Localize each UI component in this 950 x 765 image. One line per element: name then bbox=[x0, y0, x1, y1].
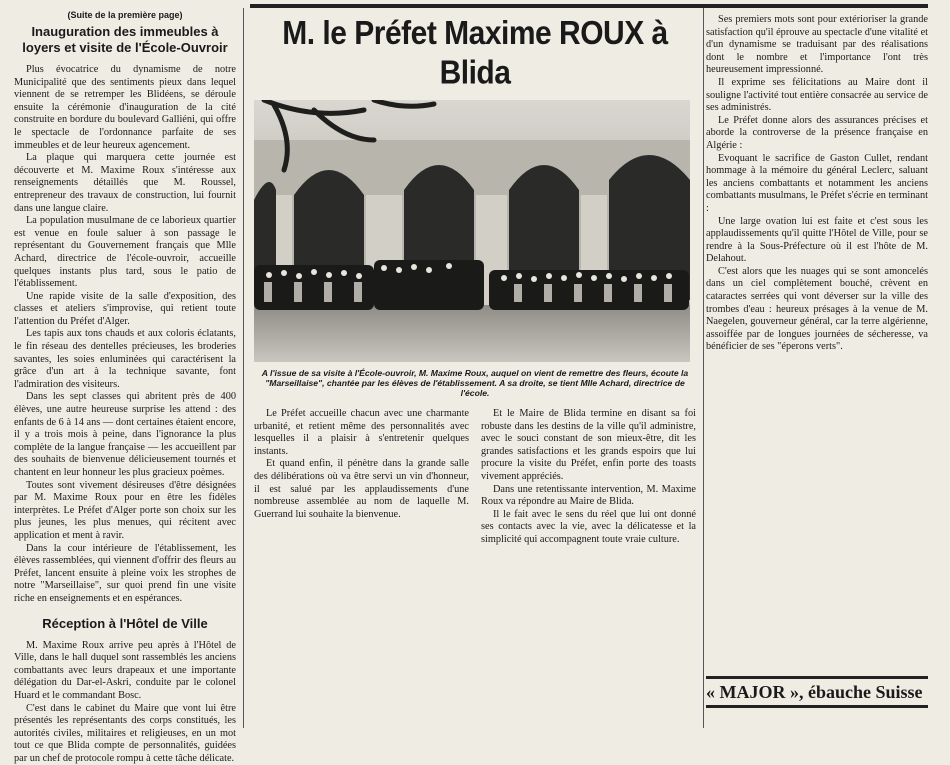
section-body bbox=[14, 640, 236, 765]
section-title: Réception à l'Hôtel de Ville bbox=[14, 616, 236, 632]
paragraph: Dans une retentissante intervention, M. Maxime Roux va répondre au Maire de Blida. bbox=[481, 484, 696, 509]
paragraph: Et quand enfin, il pénètre dans la grande salle des délibérations où va être servi un vin d'honneur, il est salué par les applaudissements d'une nombreuse assemblée au nom de laquelle M. Guerrand lui souhaite la bienvenue. bbox=[254, 458, 469, 521]
photo bbox=[254, 100, 690, 362]
left-column bbox=[14, 0, 236, 765]
paragraph: Une rapide visite de la salle d'exposition, des classes et ateliers s'improvise, qui retient toute l'attention du Préfet d'Alger. bbox=[14, 291, 236, 329]
paragraph: Il exprime ses félicitations au Maire dont il souligne l'activité tout entière consacrée au service de ses administrés. bbox=[706, 77, 928, 115]
paragraph: Plus évocatrice du dynamisme de notre Municipalité que des sentiments pieux dans lequel viennent de se retremper les Blidéens, se déroule ensuite la cérémonie d'inauguration de la cité construite en bordure du boulevard Galliéni, qui offre le spectacle de l'ordonnance parfaite de ses immeubles et de leur heureux agencement. bbox=[14, 64, 236, 152]
courtyard-photo bbox=[254, 100, 690, 362]
article-title: Inauguration des immeubles à loyers et visite de l'École-Ouvroir bbox=[14, 24, 236, 56]
center-subcolumn-right bbox=[481, 408, 696, 547]
paragraph: Il le fait avec le sens du réel que lui ont donné ses contacts avec la vie, avec la délicatesse et la simplicité qui accompagnent toute vraie culture. bbox=[481, 509, 696, 547]
right-column bbox=[706, 14, 928, 354]
paragraph: La population musulmane de ce laborieux quartier est venue en foule saluer à son passage le représentant du Gouvernement français que Mlle Achard, directrice de l'école-ouvroir, accueille quelques instants plus tard, sous le patio de l'établissement. bbox=[14, 215, 236, 291]
article-body bbox=[14, 64, 236, 606]
column-divider bbox=[243, 8, 244, 728]
paragraph: Dans la cour intérieure de l'établissement, les élèves rassemblées, qui viennent d'offrir des fleurs au Préfet, lancent ensuite à pleine voix les strophes de notre "Marseillaise", sur quoi prend fin une visite riche en enseignements et en espérances. bbox=[14, 543, 236, 606]
paragraph: Le Préfet accueille chacun avec une charmante urbanité, et retient même des personnalités avec lesquelles il a plaisir à s'entretenir quelques instants. bbox=[254, 408, 469, 458]
paragraph: Ses premiers mots sont pour extérioriser la grande satisfaction qu'il éprouve au spectacle d'une vitalité et d'un dynamisme se traduisant par des réalisations dont le nombre et l'importance l'ont très heureusement impressionné. bbox=[706, 14, 928, 77]
paragraph: Et le Maire de Blida termine en disant sa foi robuste dans les destins de la ville qu'il administre, avec le souci constant de son mieux-être, dit les grandes satisfactions et les grands espoirs que lui procure la visite du Préfet, enfin porte des toasts vivement appréciés. bbox=[481, 408, 696, 484]
paragraph: C'est dans le cabinet du Maire que vont lui être présentés les représentants des corps constitués, les autorités civiles, militaires et religieuses, en un mot tout ce que Blida compte de personnalités, guidées par un chef de protocole rompu à cette tâche délicate. bbox=[14, 703, 236, 765]
photo-caption: A l'issue de sa visite à l'École-ouvroir, M. Maxime Roux, auquel on vient de remettre des fleurs, écoute la "Marseillaise", chantée par les élèves de l'établissement. A sa droite, se tient Mlle Achard, directrice de l'école. bbox=[254, 368, 696, 398]
continued-note: (Suite de la première page) bbox=[14, 10, 236, 20]
advert-text: « MAJOR », ébauche Suisse bbox=[706, 682, 923, 702]
paragraph: La plaque qui marquera cette journée est découverte et M. Maxime Roux s'intéresse aux renseignements détaillés que M. Roussel, entrepreneur des travaux de construction, lui fournit dans une langue claire. bbox=[14, 152, 236, 215]
advert-banner bbox=[706, 676, 928, 708]
paragraph: Les tapis aux tons chauds et aux coloris éclatants, le fin réseau des dentelles précieuses, les broderies savantes, les soies enluminées qui caractérisent la grâce d'un art à la technique savante, font l'admiration des visiteurs. bbox=[14, 328, 236, 391]
column-divider bbox=[703, 8, 704, 728]
paragraph: Evoquant le sacrifice de Gaston Cullet, rendant hommage à la mémoire du général Leclerc, saluant les anciens combattants et notamment les anciens combattants musulmans, le Préfet s'écrie en terminant : bbox=[706, 153, 928, 216]
headline: M. le Préfet Maxime ROUX à Blida bbox=[250, 14, 700, 93]
paragraph: Dans les sept classes qui abritent près de 400 élèves, une autre heureuse surprise les attend : des enfants de 6 à 14 ans — dont certaines étaient encore, il y a trois mois à peine, dans l'ignorance la plus complète de la langue française — les accueillent par des souhaits de bienvenue délicieusement tournés et chantent en leur honneur les plus gracieux poèmes. bbox=[14, 391, 236, 479]
paragraph: M. Maxime Roux arrive peu après à l'Hôtel de Ville, dans le hall duquel sont rassemblés les anciens combattants avec leurs drapeaux et une importante délégation du Dar-el-Askri, conduite par le colonel Huard et le commandant Bosc. bbox=[14, 640, 236, 703]
paragraph: Une large ovation lui est faite et c'est sous les applaudissements qu'il quitte l'Hôtel de Ville, pour se rendre à la Sous-Préfecture où il est l'hôte de M. Delahout. bbox=[706, 216, 928, 266]
center-column bbox=[250, 0, 700, 547]
paragraph: Toutes sont vivement désireuses d'être désignées par M. Maxime Roux pour en être les fidèles interprètes. Le Préfet d'Alger porte son choix sur les plus jeunes, les plus menues, qui récitent avec application et ment à ravir. bbox=[14, 480, 236, 543]
paragraph: Le Préfet donne alors des assurances précises et aborde la controverse de la présence française en Algérie : bbox=[706, 115, 928, 153]
paragraph: C'est alors que les nuages qui se sont amoncelés dans un ciel complètement bouché, crèvent en cataractes serrées qui vont déverser sur la ville des trombes d'eau : heureux présages à la venue de M. Naegelen, gouverneur général, car la terre algérienne, assoiffée par de longues journées de sécheresse, va bénéficier de ses "éperons verts". bbox=[706, 266, 928, 354]
center-subcolumn-left bbox=[254, 408, 469, 547]
